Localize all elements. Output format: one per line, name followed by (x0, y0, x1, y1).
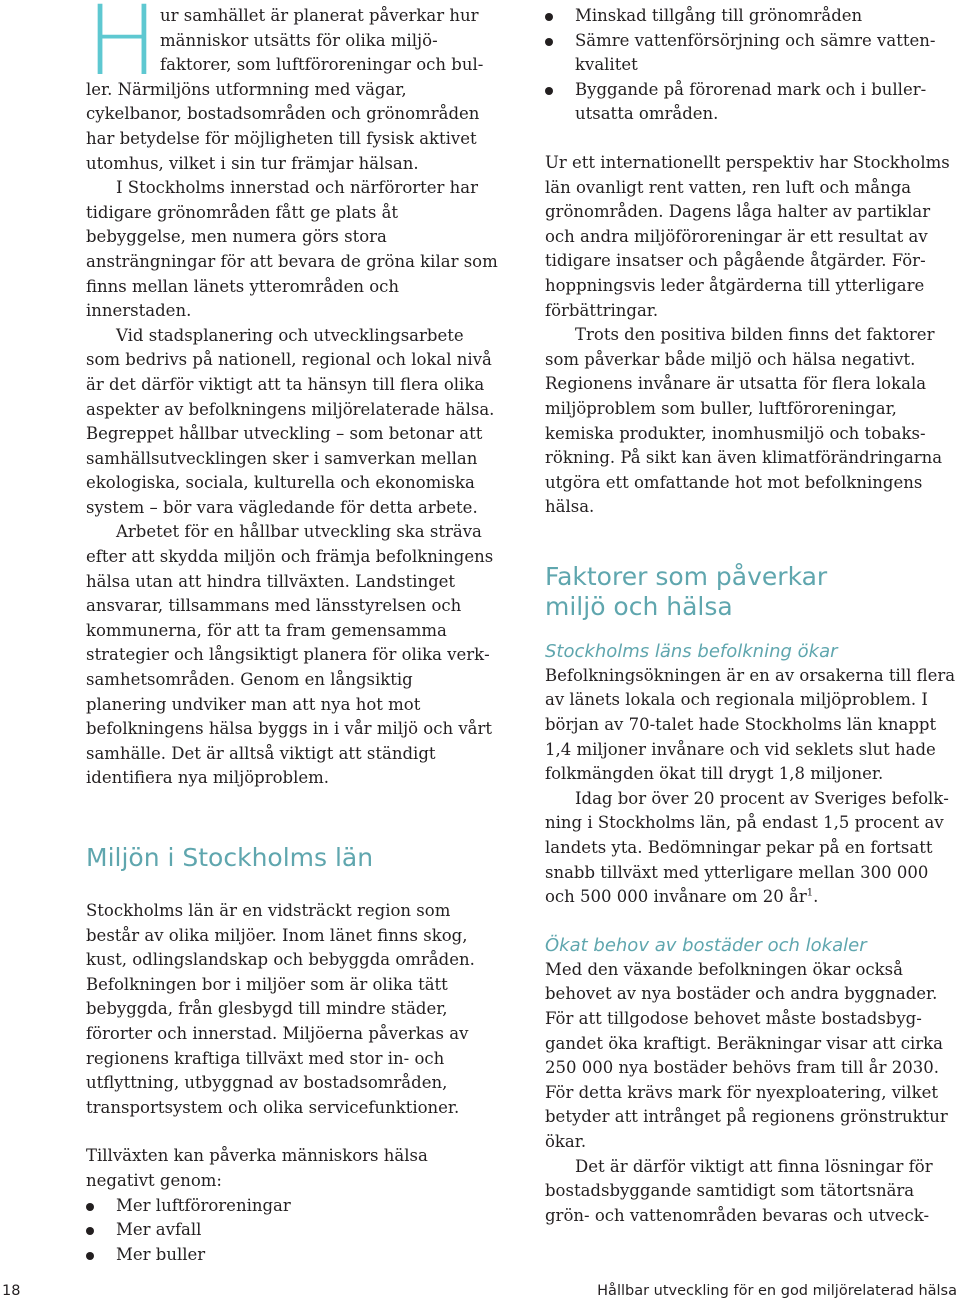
list-item: Mer buller (86, 1243, 498, 1268)
body-paragraph: Arbetet för en hållbar utveckling ska sträva efter att skydda miljön och främja befolkningens hälsa utan att hindra tillväxten. Landstinget ansvarar, tillsammans med länsstyrelsen och kommunerna, för att ta fram gemensamma strategier och långsiktigt planera för olika verksamhetsområden. Genom en långsiktig planering undviker man att nya hot mot befolkningens hälsa byggs in i vår miljö och vårt samhälle. Det är alltså viktigt att ständigt identifiera nya miljöproblem. (86, 522, 494, 788)
body-paragraph: Stockholms län är en vidsträckt region som består av olika miljöer. Inom länet finns skog, kust, odlingslandskap och bebyggda områden. Befolkningen bor i miljöer som är olika tätt bebyggda, från glesbygd till mindre städer, förorter och innerstad. Miljöerna påverkas av regionens kraftiga tillväxt med stor in- och utflyttning, utbyggnad av bostadsområden, transportsystem och olika servicefunktioner. (86, 901, 475, 1117)
section-heading: Miljön i Stockholms län (86, 843, 374, 872)
right-column (545, 4, 957, 1228)
list-item: Sämre vattenförsörjning och sämre vattenkvalitet (545, 29, 957, 78)
body-paragraph: Vid stadsplanering och utvecklingsarbete som bedrivs på nationell, regional och lokal nivå är det därför viktigt att ta hänsyn till flera olika aspekter av befolkningens miljörelaterade hälsa. Begreppet hållbar utveckling – som betonar att samhällsutvecklingen sker i samverkan mellan ekologiska, sociala, kulturella och ekonomiska system – bör vara vägledande för detta arbete. (86, 325, 495, 517)
body-paragraph: Det är därför viktigt att finna lösningar för bostadsbyggande samtidigt som tätortsnära grön- och vattenområden bevaras och utveck- (545, 1156, 933, 1225)
intro-line: faktorer, som luftföroreningar och bul- (160, 55, 484, 75)
intro-line: människor utsätts för olika miljö- (160, 30, 438, 50)
list-item: Byggande på förorenad mark och i bullerutsatta områden. (545, 78, 957, 127)
footnote-ref: 1 (806, 887, 814, 899)
section-heading-line: miljö och hälsa (545, 591, 733, 621)
paragraph-text: Idag bor över 20 procent av Sveriges befolkning i Stockholms län, på endast 1,5 procent av landets yta. Bedömningar pekar på en fortsatt snabb tillväxt med ytterligare mellan 300 000 och 500 000 invånare om 20 år (545, 788, 949, 907)
page-number: 18 (2, 1283, 21, 1299)
subheading: Stockholms läns befolkning ökar (545, 640, 838, 662)
subheading: Ökat behov av bostäder och lokaler (545, 934, 867, 956)
section-heading-line: Faktorer som påverkar (545, 561, 828, 591)
body-paragraph: Tillväxten kan påverka människors hälsa negativt genom: (86, 1146, 428, 1190)
list-item: Minskad tillgång till grönområden (545, 4, 957, 29)
body-paragraph: Med den växande befolkningen ökar också behovet av nya bostäder och andra byggnader. För att tillgodose behovet måste bostadsbyggandet öka kraftigt. Beräkningar visar att cirka 250 000 nya bostäder behövs fram till år 2030. För detta krävs mark för nyexploatering, vilket betyder att intrånget på regionens grönstruktur ökar. (545, 959, 948, 1151)
body-paragraph (545, 787, 957, 910)
intro-paragraph-rest: ler. Närmiljöns utformning med vägar, cykelbanor, bostadsområden och grönområden har betydelse för möjligheten till fysisk aktivet utomhus, vilket i sin tur främjar hälsan. (86, 79, 480, 173)
drop-cap: H (86, 0, 159, 97)
footer-title: Hållbar utveckling för en god miljörelaterad hälsa (597, 1283, 957, 1299)
paragraph-end: . (813, 887, 819, 907)
body-paragraph: Ur ett internationellt perspektiv har Stockholms län ovanligt rent vatten, ren luft och många grönområden. Dagens låga halter av partiklar och andra miljöföroreningar är ett resultat av tidigare insatser och pågående åtgärder. Förhoppningsvis leder åtgärderna till ytterligare förbättringar. (545, 152, 950, 320)
body-paragraph: Befolkningsökningen är en av orsakerna till flera av länets lokala och regionala miljöproblem. I början av 70-talet hade Stockholms län knappt 1,4 miljoner invånare och vid seklets slut hade folkmängden ökat till drygt 1,8 miljoner. (545, 665, 956, 784)
body-paragraph: I Stockholms innerstad och närförorter har tidigare grönområden fått ge plats åt bebyggelse, men numera görs stora ansträngningar för att bevara de gröna kilar som finns mellan länets ytterområden och innerstaden. (86, 178, 498, 321)
left-column (86, 0, 498, 1267)
list-item: Mer avfall (86, 1218, 498, 1243)
intro-line: ur samhället är planerat påverkar hur (160, 6, 479, 25)
bullet-list (545, 4, 957, 127)
section-heading (545, 562, 957, 622)
intro-block (86, 0, 498, 97)
bullet-list (86, 1194, 498, 1268)
body-paragraph: Trots den positiva bilden finns det faktorer som påverkar både miljö och hälsa negativt. Regionens invånare är utsatta för flera lokala miljöproblem som buller, luftföroreningar, kemiska produkter, inomhusmiljö och tobaksrökning. På sikt kan även klimatförändringarna utgöra ett omfattande hot mot befolkningens hälsa. (545, 325, 943, 517)
list-item: Mer luftföroreningar (86, 1194, 498, 1219)
